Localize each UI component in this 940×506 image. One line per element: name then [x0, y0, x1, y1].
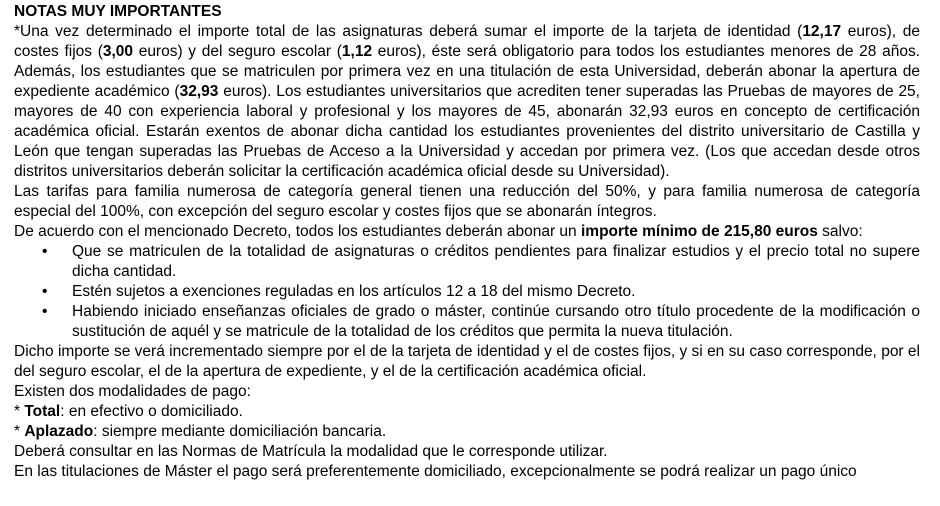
- text: : siempre mediante domiciliación bancaria.: [93, 423, 387, 440]
- bullet-icon: •: [42, 283, 48, 300]
- payment-mode-label: Aplazado: [24, 423, 94, 440]
- list-item-text: Estén sujetos a exenciones reguladas en los artículos 12 a 18 del mismo Decreto.: [72, 283, 636, 300]
- list-item: [42, 282, 920, 302]
- payment-mode-deferred: [14, 422, 920, 442]
- text: salvo:: [817, 223, 863, 240]
- paragraph-payment-modes: Existen dos modalidades de pago:: [14, 383, 251, 400]
- paragraph-consult: Deberá consultar en las Normas de Matrícula la modalidad que le corresponde utilizar.: [14, 443, 608, 460]
- notes-title: NOTAS MUY IMPORTANTES: [14, 3, 222, 20]
- paragraph-fees: [14, 22, 920, 182]
- exceptions-list: [14, 242, 920, 342]
- paragraph-large-family: Las tarifas para familia numerosa de categoría general tienen una reducción del 50%, y para familia numerosa de categoría especial del 100%, con excepción del seguro escolar y costes fijos que se abonarán íntegros.: [14, 183, 920, 220]
- amount-fixed-costs: 3,00: [102, 43, 134, 60]
- text: De acuerdo con el mencionado Decreto, todos los estudiantes deberán abonar un: [14, 223, 581, 240]
- minimum-amount: importe mínimo de 215,80 euros: [580, 223, 818, 240]
- text: euros), éste será obligatorio para todos los estudiantes menores de 28 años. Además, los estudiantes que se matriculen por primera vez en una titulación de esta Universidad, deberán abonar la apertura de expediente académico (: [14, 43, 920, 100]
- paragraph-minimum: [14, 222, 920, 242]
- text: euros) y del seguro escolar (: [133, 43, 342, 60]
- amount-insurance: 1,12: [341, 43, 373, 60]
- list-item-text: Que se matriculen de la totalidad de asignaturas o créditos pendientes para finalizar estudios y el precio total no supere dicha cantidad.: [72, 243, 920, 280]
- bullet-icon: •: [42, 303, 48, 320]
- text: : en efectivo o domiciliado.: [60, 403, 243, 420]
- asterisk: *: [14, 403, 25, 420]
- text: euros). Los estudiantes universitarios que acrediten tener superadas las Pruebas de mayores de 25, mayores de 40 con experiencia laboral y profesional y los mayores de 45, abonarán 32,93 euros en concepto de certificación académica oficial. Estarán exentos de abonar dicha cantidad los estudiantes provenientes del distrito universitario de Castilla y León que tengan superadas las Pruebas de Acceso a la Universidad y accedan por primera vez. (Los que accedan desde otros distritos universitarios deberán solicitar la certificación académica oficial desde su Universidad).: [14, 83, 920, 180]
- bullet-icon: •: [42, 243, 48, 260]
- list-item: [42, 302, 920, 342]
- list-item-text: Habiendo iniciado enseñanzas oficiales de grado o máster, continúe cursando otro título procedente de la modificación o sustitución de aquél y se matricule de la totalidad de los créditos que permita la nueva titulación.: [72, 303, 920, 340]
- asterisk: *: [14, 423, 25, 440]
- amount-id-card: 12,17: [802, 23, 842, 40]
- text: *Una vez determinado el importe total de las asignaturas deberá sumar el importe de la tarjeta de identidad (: [14, 23, 803, 40]
- payment-mode-label: Total: [24, 403, 61, 420]
- text: euros), de costes fijos (: [14, 23, 920, 60]
- payment-mode-total: [14, 402, 920, 422]
- paragraph-increment: Dicho importe se verá incrementado siempre por el de la tarjeta de identidad y el de costes fijos, y si en su caso corresponde, por el del seguro escolar, el de la apertura de expediente, y el de la certificación académica oficial.: [14, 343, 920, 380]
- amount-file-opening: 32,93: [179, 83, 219, 100]
- paragraph-master: En las titulaciones de Máster el pago será preferentemente domiciliado, excepcionalmente se podrá realizar un pago único: [14, 463, 857, 480]
- list-item: [42, 242, 920, 282]
